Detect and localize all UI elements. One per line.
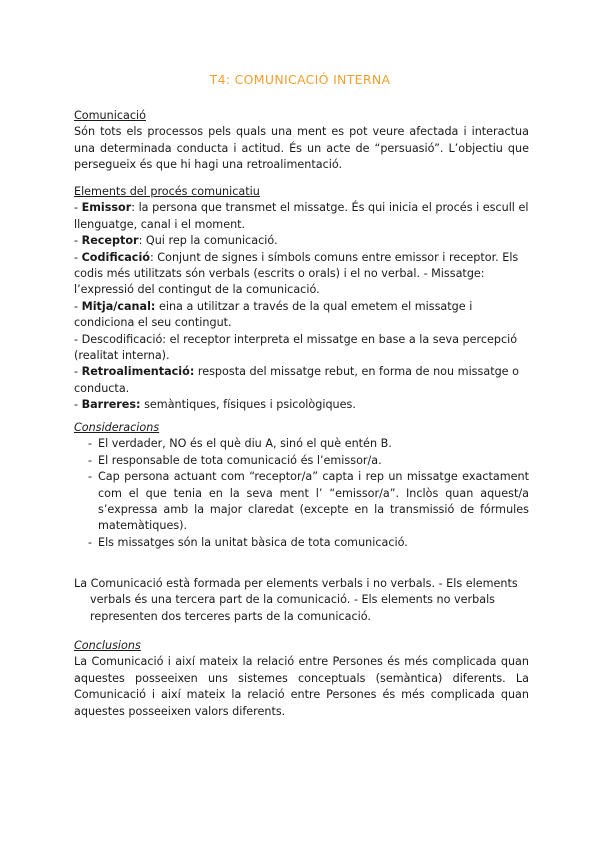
element-item: - Descodificació: el receptor interpreta el missatge en base a la seva percepció (realitat interna). xyxy=(74,332,518,363)
section-heading: Consideracions xyxy=(74,421,160,434)
element-text: : Conjunt de signes i símbols comuns entre emissor i receptor. Els codis més utilitzats són verbals (escrits o orals) i el no verbal. - Missatge: l’expressió del contingut de la comunicació. xyxy=(74,250,519,297)
section-conclusions xyxy=(74,638,529,720)
element-term: Receptor xyxy=(81,234,139,248)
conclusion-text: La Comunicació i així mateix la relació entre Persones és més complicada quan aquestes posseeixen uns sistemes conceptuals (semàntica) diferents. La Comunicació i així mateix la relació entre Persones és més complicada quan aquestes posseeixen valors diferents. xyxy=(74,655,530,718)
element-item: - Receptor: Qui rep la comunicació. xyxy=(74,234,278,248)
element-item: - Emissor: la persona que transmet el missatge. És qui inicia el procés i escull el llenguatge, canal i el moment. xyxy=(74,201,529,231)
element-text: : Qui rep la comunicació. xyxy=(138,234,278,248)
section-elements xyxy=(74,184,529,414)
list-item: - Cap persona actuant com “receptor/a” capta i rep un missatge exactament com el que tenia en la seva ment l’ “emissor/a”. Inclòs quan aquest/a s’expressa amb la major claredat (excepte en la transmissió de fórmules matemàtiques). xyxy=(74,469,529,535)
elements-list xyxy=(74,200,529,413)
list-item: - El verdader, NO és el què diu A, sinó el què entén B. xyxy=(74,436,529,452)
section-heading: Comunicació xyxy=(74,109,146,122)
element-term: Emissor xyxy=(81,201,132,215)
element-text: : la persona que transmet el missatge. És qui inicia el procés i escull el llenguatge, canal i el moment. xyxy=(74,201,529,231)
paragraph-text: La Comunicació està formada per elements verbals i no verbals. - Els elements verbals és una tercera part de la comunicació. - Els elements no verbals representen dos terceres parts de la comunicació. xyxy=(74,577,518,623)
section-text: Són tots els processos pels quals una ment es pot veure afectada i interactua una determinada conducta i actitud. És un acte de “persuasió”. L’objectiu que persegueix és que hi hagi una retroalimentació. xyxy=(74,125,529,172)
list-item: - El responsable de tota comunicació és l’emissor/a. xyxy=(74,453,529,469)
section-paragraph xyxy=(74,576,529,625)
page-title: T4: COMUNICACIÓ INTERNA xyxy=(209,72,391,87)
element-item: - Barreres: semàntiques, físiques i psicològiques. xyxy=(74,398,356,412)
consideracions-list xyxy=(74,436,529,551)
element-text: Descodificació: el receptor interpreta el missatge en base a la seva percepció (realitat interna). xyxy=(74,332,518,363)
element-term: Retroalimentació: xyxy=(81,365,195,379)
element-text: resposta del missatge rebut, en forma de nou missatge o conducta. xyxy=(74,365,519,395)
element-term: Mitja/canal: xyxy=(81,299,156,313)
element-item: - Codificació: Conjunt de signes i símbols comuns entre emissor i receptor. Els codis més utilitzats són verbals (escrits o orals) i el no verbal. - Missatge: l’expressió del contingut de la comunicació. xyxy=(74,250,519,297)
element-item: - Retroalimentació: resposta del missatge rebut, en forma de nou missatge o conducta. xyxy=(74,365,519,395)
section-heading: Elements del procés comunicatiu xyxy=(74,185,260,198)
element-text: eina a utilitzar a través de la qual emetem el missatge i condiciona el seu contingut. xyxy=(74,299,473,330)
element-term: Codificació xyxy=(81,250,150,264)
list-item: - Els missatges són la unitat bàsica de tota comunicació. xyxy=(74,535,529,551)
element-item: - Mitja/canal: eina a utilitzar a través de la qual emetem el missatge i condiciona el seu contingut. xyxy=(74,299,473,330)
element-term: Barreres: xyxy=(81,398,141,412)
section-heading: Conclusions xyxy=(74,639,141,652)
section-consideracions xyxy=(74,420,529,551)
section-comunicacio xyxy=(74,108,529,174)
element-text: semàntiques, físiques i psicològiques. xyxy=(140,398,356,412)
